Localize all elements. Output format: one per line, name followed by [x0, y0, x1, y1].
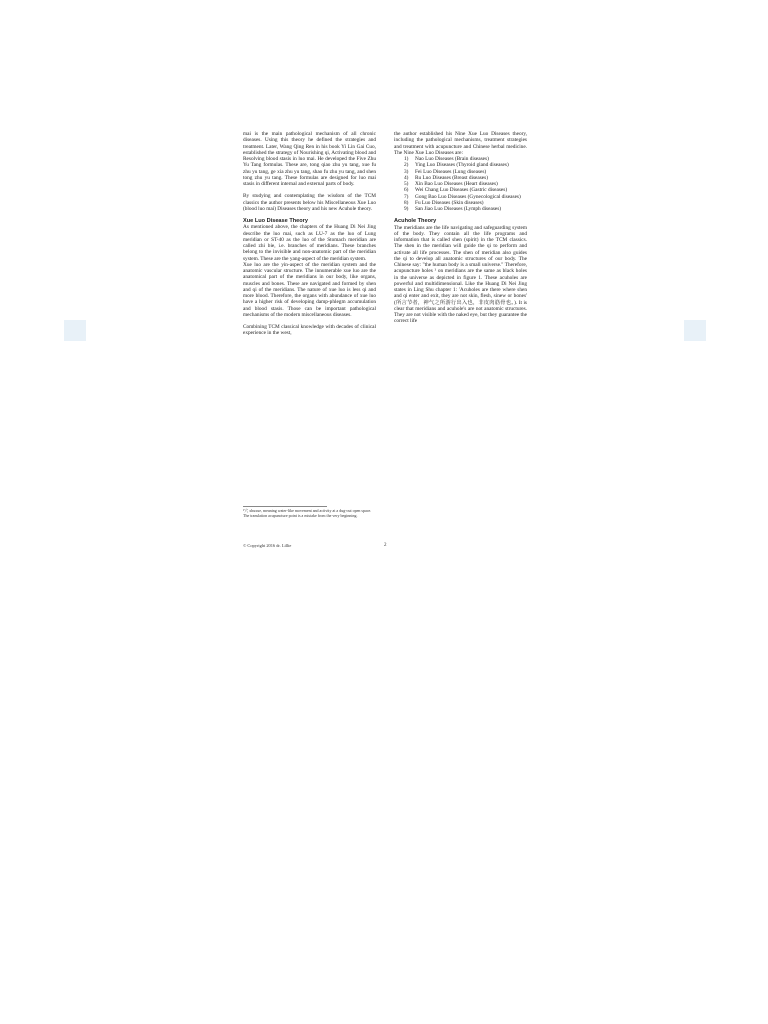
list-item: 8) Fu Luo Diseases (Skin diseases) [404, 199, 484, 206]
paragraph: mai is the main pathological mechanism of all chronic diseases. Using this theory he defined the strategies and treatment. Later, Wang Qing Ren in his book Yi Lin Gai Cuo, established the strategy of Nourishing qi, Activating blood and Resolving blood stasis in luo mai. He developed the Five Zhu Yu Tang formulas. These are, tong qiao zhu yu tang, xue fu zhu yu tang, ge xia zhu yu tang, shao fu zhu yu tang, and shen tong zhu yu tang. These formulas are designed for luo mai stasis in different internal and external parts of body. [243, 131, 376, 187]
paragraph: Combining TCM classical knowledge with decades of clinical experience in the west, [243, 324, 376, 337]
section-heading: Xue Luo Disease Theory [243, 218, 308, 224]
page-nav-tab-right[interactable] [684, 320, 706, 341]
list-item: 1) Nao Luo Diseases (Brain diseases) [404, 156, 489, 162]
list-item: 4) Ru Luo Diseases (Breast diseases) [404, 174, 488, 181]
paragraph: By studying and contemplating the wisdom of the TCM classics the author presents below his Miscellaneous Xue Luo (blood luo mai) Diseases theory and his new Acuhole theory. [243, 193, 376, 212]
list-item: 3) Fei Luo Diseases (Lung diseases) [404, 168, 487, 175]
list-item: 9) San Jiao Luo Diseases (Lymph diseases) [404, 206, 502, 212]
list-item: 5) Xin Bao Luo Diseases (Heart diseases) [404, 181, 498, 187]
list-item: 6) Wei Chang Luo Diseases (Gastric diseases) [404, 187, 508, 194]
footnote-divider [243, 506, 327, 507]
disease-list [394, 156, 527, 212]
paragraph: The meridians are the life navigating and safeguarding system of the body. They contain all the life programs and information that is called shen (spirit) in the TCM classics. The shen in the meridian will guide the qi to perform and activate all life processes. The shen of meridian also guides the qi to develop all anatomic structures of our body. The Chinese say: "the human body is a small universe." Therefore, acupuncture holes ¹ on meridians are the same as black holes in the universe as depicted in figure 1. These acuholes are powerful and multidimensional. Like the Huang Di Nei Jing states in Ling Shu chapter 1: 'Acuholes are there where shen and qi enter and exit, they are not skin, flesh, sinew or bones' (所言节者，神气之所游行出入也，非皮肉筋骨也。). It is clear that meridians and acuhole's are not anatomic structures. They are not visible with the naked eye, but they guarantee the correct life [394, 224, 527, 325]
footnote: ¹穴 xhuxue, meaning water-like movement and activity at a dug-out open space. The translation acupuncture point is a mistake from the very beginning. [243, 508, 372, 518]
list-item: 7) Gong Bao Luo Diseases (Gynecological diseases) [404, 193, 521, 200]
paragraph: As mentioned above, the chapters of the Huang Di Nei Jing describe the luo mai, such as LU-7 as the luo of Lung meridian or ST-40 as the luo of the Stomach meridian are called zhi bie, i.e. branches of meridians. These branches belong to the invisible and non-anatomic part of the meridian system. These are the yang-aspect of the meridian system. [243, 224, 376, 262]
document-page [238, 128, 532, 558]
left-column [243, 131, 376, 337]
paragraph: Xue luo are the yin-aspect of the meridian system and the anatomic vascular structure. The innumerable xue luo are the anatomical part of the meridians in our body, like organs, muscles and bones. These are navigated and formed by shen and qi of the meridians. The nature of xue luo is less qi and more blood. Therefore, the organs with abundance of xue luo have a higher risk of developing damp-phlegm accumulation and blood stasis. Those can be important pathological mechanisms of the modern miscellaneous diseases. [243, 261, 376, 318]
page-number: 2 [384, 543, 387, 548]
list-item: 2) Ying Luo Diseases (Thyroid gland diseases) [404, 162, 509, 169]
right-column [394, 131, 527, 325]
section-heading: Acuhole Theory [394, 218, 437, 225]
copyright-notice: © Copyright 2016 dr. Lillie [243, 543, 292, 548]
paragraph: the author established his Nine Xue Luo Diseases theory, including the pathological mechanisms, treatment strategies and treatment with acupuncture and Chinese herbal medicine. The Nine Xue Luo Diseases are: [394, 131, 527, 156]
page-nav-tab-left[interactable] [64, 320, 86, 341]
